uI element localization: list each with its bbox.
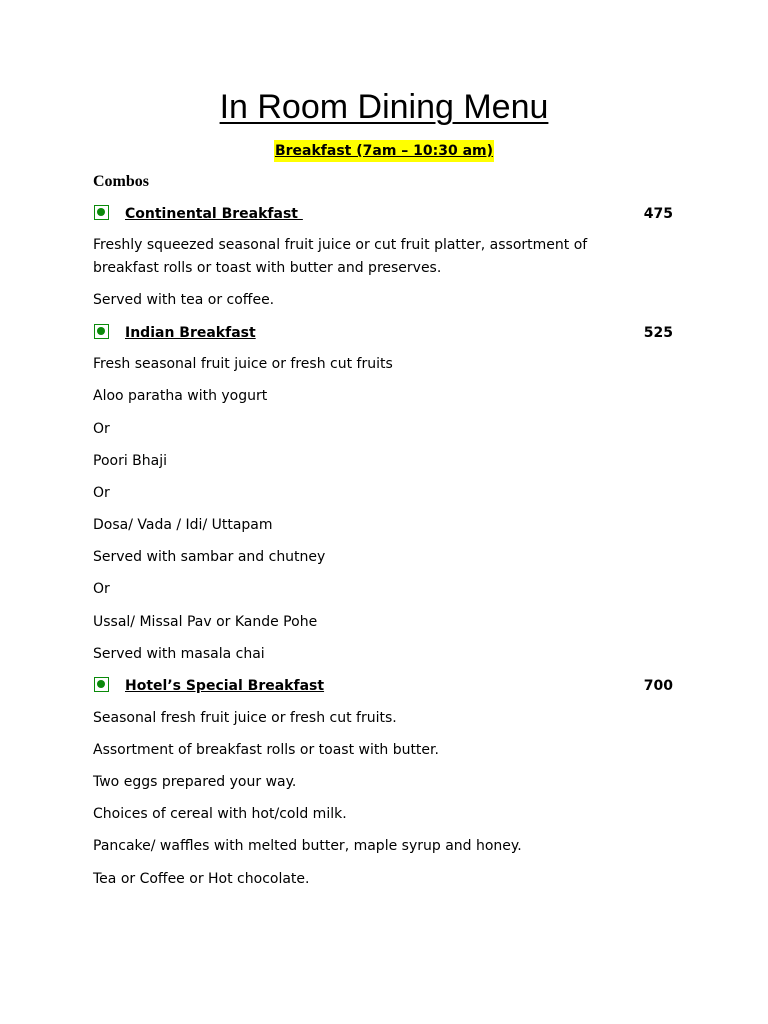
item-description: Pancake/ waffles with melted butter, maple syrup and honey.: [93, 838, 522, 854]
item-description: Ussal/ Missal Pav or Kande Pohe: [93, 614, 318, 630]
item-description: Or: [93, 581, 110, 597]
veg-mark-icon: [94, 677, 109, 692]
item-description: Assortment of breakfast rolls or toast with butter.: [93, 742, 439, 758]
item-description: Aloo paratha with yogurt: [93, 388, 268, 404]
menu-item-indian-breakfast: [93, 323, 673, 343]
item-description: Or: [93, 421, 110, 437]
item-name: Indian Breakfast: [125, 325, 256, 341]
item-description: Poori Bhaji: [93, 453, 168, 469]
veg-dot: [97, 208, 105, 216]
item-price: 475: [643, 206, 673, 222]
veg-dot: [97, 680, 105, 688]
item-description: Choices of cereal with hot/cold milk.: [93, 806, 347, 822]
item-description: Seasonal fresh fruit juice or fresh cut fruits.: [93, 710, 397, 726]
section-heading-combos: Combos: [93, 173, 150, 190]
subtitle-wrapper: [0, 140, 768, 162]
item-name: Continental Breakfast: [125, 206, 303, 222]
item-description: Served with masala chai: [93, 646, 265, 662]
item-description: Or: [93, 485, 110, 501]
item-price: 700: [643, 678, 673, 694]
veg-dot: [97, 327, 105, 335]
item-description: Served with sambar and chutney: [93, 549, 326, 565]
item-description: Served with tea or coffee.: [93, 292, 275, 308]
item-description: Dosa/ Vada / Idi/ Uttapam: [93, 517, 273, 533]
veg-mark-icon: [94, 324, 109, 339]
breakfast-hours-heading: Breakfast (7am – 10:30 am): [274, 140, 494, 162]
item-description: Fresh seasonal fruit juice or fresh cut fruits: [93, 356, 393, 372]
item-description: Tea or Coffee or Hot chocolate.: [93, 871, 310, 887]
item-price: 525: [643, 325, 673, 341]
page-title: In Room Dining Menu: [219, 88, 549, 126]
item-description: Two eggs prepared your way.: [93, 774, 297, 790]
menu-item-hotels-special-breakfast: [93, 676, 673, 696]
item-name: Hotel’s Special Breakfast: [125, 678, 325, 694]
veg-mark-icon: [94, 205, 109, 220]
item-description: Freshly squeezed seasonal fruit juice or cut fruit platter, assortment of breakfast rolls or toast with butter and preserves.: [93, 237, 588, 276]
menu-item-continental-breakfast: [93, 204, 673, 224]
